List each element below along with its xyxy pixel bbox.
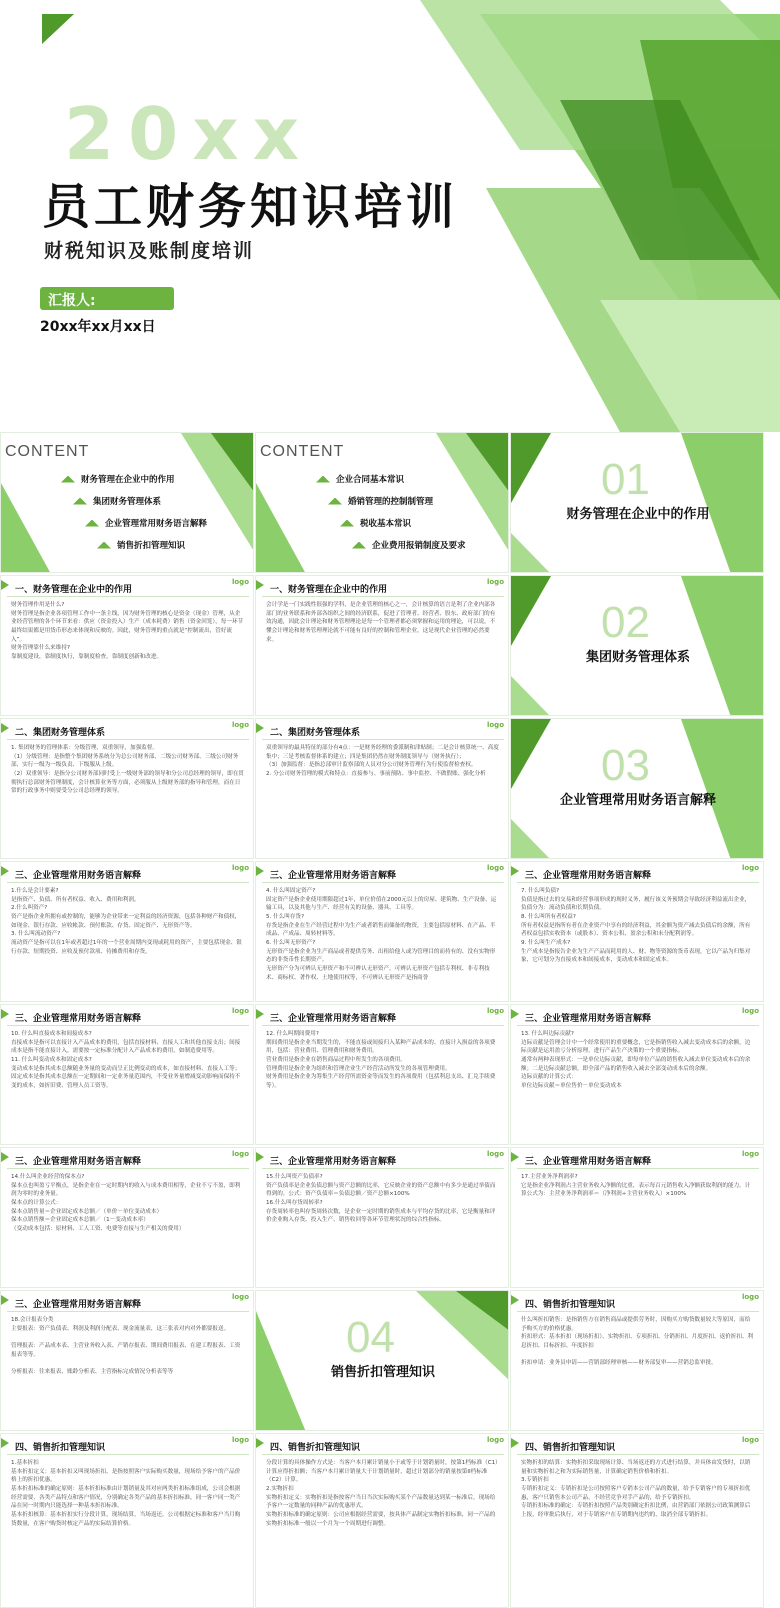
text-slide[interactable] — [510, 861, 764, 1002]
heading-marker-icon — [256, 723, 264, 733]
slide-body: 12. 什么叫期间费用? 期间费用是指企业当期发生的，不能直接或间接归入某种产品成本的、直接计入损益的各项费用，包括：营业费用、管理费用和财务费用。 营业费用是指企业在销售商品过程中所发生的各项费用。 管理费用是指企业为组织和管理企业生产经营活动所发生的各项管理费用。 财务费用是指企业为筹集生产经营所需资金等而发生的各项费用（包括利息支出、汇兑手续费等）。 — [266, 1031, 496, 1089]
slide-grid — [0, 432, 780, 1608]
toc-item: 集团财务管理体系 — [73, 495, 207, 507]
cover-subtitle: 财税知识及账制度培训 — [44, 240, 255, 262]
heading-marker-icon — [511, 1152, 519, 1162]
heading-marker-icon — [1, 580, 9, 590]
heading-marker-icon — [256, 580, 264, 590]
slide-body: 双重领导的最具特征的部分有4点：一是财务经理的委派制和津贴制；二是会计核算统一、高度集中；三是考核监督体系的建立；四是集团仍然在财务制度领导与（财务执行）； （3）加强监督：是指总部审计监察部的人员对分公司财务管理行为行使监督检查权。 2. 分公司财务管理的模式和特点：直接参与、事前预防、事中监控、不做假账、强化分析 — [266, 745, 499, 777]
section-slide-04[interactable] — [255, 1290, 509, 1431]
toc-caption: CONTENT — [5, 443, 90, 460]
slide-title: 三、企业管理常用财务语言解释 — [525, 871, 652, 881]
section-title: 企业管理常用财务语言解释 — [559, 793, 716, 808]
heading-marker-icon — [256, 1009, 264, 1019]
section-slide-02[interactable] — [510, 575, 764, 716]
text-slide[interactable] — [510, 1290, 764, 1431]
section-number: 01 — [601, 455, 650, 504]
slide-body: 1.什么是会计要素? 是指资产、负债、所有者权益、收入、费用和利润。 2.什么叫资产? 资产是指企业所拥有或控制的，能够为企业带来一定利益的经济资源，包括各种财产和债权，如现金、银行存款、应收帐款、预付账款、存货、固定资产、无形资产等。 3. 什么叫流动资产? 流动资产是指可以在1年或者超过1年的一个营业周期内变现或耗用的资产，主要包括现金、银行存款、短期投资、应收及预付款项、待摊费用和存货。 — [11, 888, 242, 955]
text-slide[interactable] — [0, 1290, 254, 1431]
text-slide[interactable] — [255, 575, 509, 716]
section-title: 销售折扣管理知识 — [330, 1365, 435, 1380]
slide-title: 一、财务管理在企业中的作用 — [270, 585, 388, 595]
logo: logo — [231, 1293, 249, 1301]
logo: logo — [486, 721, 504, 729]
heading-marker-icon — [256, 1152, 264, 1162]
text-slide[interactable] — [510, 1004, 764, 1145]
text-slide[interactable] — [0, 1147, 254, 1288]
cover-slide — [0, 0, 780, 432]
logo: logo — [231, 721, 249, 729]
toc-item: 企业管理常用财务语言解释 — [85, 517, 207, 529]
toc-item: 财务管理在企业中的作用 — [61, 473, 207, 485]
logo: logo — [486, 1436, 504, 1444]
triangle-icon — [316, 476, 330, 483]
slide-title: 三、企业管理常用财务语言解释 — [525, 1014, 652, 1024]
section-number: 04 — [346, 1313, 395, 1362]
triangle-icon — [352, 542, 366, 549]
heading-marker-icon — [1, 723, 9, 733]
logo: logo — [741, 1150, 759, 1158]
slide-title: 四、销售折扣管理知识 — [15, 1443, 106, 1453]
section-slide-03[interactable] — [510, 718, 764, 859]
text-slide[interactable] — [0, 718, 254, 859]
cover-title: 员工财务知识培训 — [42, 179, 459, 235]
heading-marker-icon — [256, 1438, 264, 1448]
text-slide[interactable] — [255, 1004, 509, 1145]
slide-body: 4. 什么叫固定资产? 固定资产是指企业使用期限超过1年，单位价值在2000元以上的房屋、建筑物、生产设备、运输工具，以及其他与生产、经营有关的设备、器具、工具等。 5. 什么叫存货? 存货是指企业在生产经营过程中为生产或者销售而储备的物资，主要包括原材料、在产品、半成品、产成品、周转材料等。 6. 什么叫无形资产? 无形资产是指企业为生产商品或者提供劳务、出租给他人或为管理目的而持有的、没有实物形态的非货币性长期资产。 无形资产分为可辨认无形资产和不可辨认无形资产，可辨认无形资产包括专利权、非专利技术、商标权、著作权、土地使用权等，不可辨认无形资产是指商誉 — [266, 888, 497, 981]
triangle-icon — [61, 476, 75, 483]
toc-item: 婚销管理的控制制管理 — [328, 495, 466, 507]
heading-marker-icon — [1, 866, 9, 876]
section-number: 03 — [601, 741, 650, 790]
slide-title: 三、企业管理常用财务语言解释 — [525, 1157, 652, 1167]
section-title: 集团财务管理体系 — [585, 650, 690, 665]
logo: logo — [231, 1007, 249, 1015]
slide-body: 10. 什么叫直接成本和间接成本? 直接成本是指可以直接计入产品成本的费用，包括直接材料、直接人工和其他直接支出；间接成本是指不能直接计入，需要按一定标准分配计入产品成本的费用，如制造费用等。 11. 什么叫变动成本和固定成本? 变动成本是指其成本总额随业务量的变动而呈正比例变动的成本，如直接材料、直接人工等；固定成本是指其成本总额在一定期间和一定业务量范围内，不受业务量增减变动影响而保持不变的成本，如折旧费、管理人员工资等。 — [11, 1031, 241, 1089]
logo: logo — [231, 1436, 249, 1444]
slide-body: 13. 什么叫边际贡献? 边际贡献是管理会计中一个经常使用的重要概念，它是指销售收入减去变动成本后的余额，边际贡献是运用盈亏分析原理，进行产品生产决策的一个重要指标。 通常有两种表现形式：一是单位边际贡献，即每单位产品的销售收入减去单位变动成本后的余额；二是边际贡献总额，即全部产品的销售收入减去全部变动成本后的余额。 边际贡献的计算公式： 单位边际贡献＝单位售价－单位变动成本 — [521, 1031, 751, 1089]
logo: logo — [741, 1436, 759, 1444]
slide-body: 14.什么叫企业经营的保本点? 保本点也叫盈亏平衡点，是指企业在一定时期内的收入与成本费用相等，企业不亏不盈，即利润为零时的业务量。 保本点的计算公式： 保本点销售量＝企业固定成本总额／（单价－单位变动成本） 保本点销售额＝企业固定成本总额／（1－变动成本率） （变动成本包括：原材料、工人工资、电费等直接与生产相关的费用） — [11, 1174, 241, 1232]
logo: logo — [741, 864, 759, 872]
slide-title: 二、集团财务管理体系 — [270, 728, 361, 738]
triangle-icon — [328, 498, 342, 505]
logo: logo — [741, 1293, 759, 1301]
slide-body: 15.什么叫资产负债率? 资产负债率是企业负债总额与资产总额的比率，它反映企业的资产总额中有多少是通过举债而得到的。公式：资产负债率＝负债总额／资产总额×100% 16.什么叫存货周转率? 存货周转率也叫存货周转次数，是企业一定时期的销售成本与平均存货的比率，它是衡量和评价企业购入存货、投入生产、销售收回等各环节管理状况的综合性指标。 — [266, 1174, 496, 1224]
logo: logo — [231, 578, 249, 586]
text-slide[interactable] — [0, 861, 254, 1002]
text-slide[interactable] — [0, 575, 254, 716]
text-slide[interactable] — [0, 1433, 254, 1608]
heading-marker-icon — [1, 1009, 9, 1019]
slide-title: 三、企业管理常用财务语言解释 — [15, 1157, 142, 1167]
logo: logo — [486, 578, 504, 586]
slide-body: 什么叫折扣销售：是指销售方在销售商品或提供劳务时，因购买方购货数量较大等原因，而给予购买方的价格优惠。 折扣形式：基本折扣（现场折扣）、实物折扣、专项折扣、分销折扣、月度折扣、返价折扣、利息折扣、目标折扣、年度折扣 折扣申请：业务员申请——营销部经理审核——财务部复审——营销总监审批。 — [521, 1317, 754, 1367]
text-slide[interactable] — [255, 1147, 509, 1288]
slide-title: 三、企业管理常用财务语言解释 — [15, 1014, 142, 1024]
text-slide[interactable] — [510, 1433, 764, 1608]
logo: logo — [486, 864, 504, 872]
triangle-icon — [73, 498, 87, 505]
slide-title: 三、企业管理常用财务语言解释 — [270, 871, 397, 881]
toc-item: 销售折扣管理知识 — [97, 539, 207, 551]
logo: logo — [741, 1007, 759, 1015]
slide-body: 1. 集团财务的管理体系：分级管理，双重领导，加强监督。 （1）分级管理：是指整个集团财务系统分为总公司财务部、二级公司财务部、三级公司财务部，实行一级为一级负责、下级服从上级。 （2）双重领导：是指分公司财务部同时受上一级财务部的领导和分公司总经理的领导，即在贯彻执行总部财务管理制度，会计核算业务等方面，必须服从上级财务部的指导和管理，而在日常的行政事务中则要受分公司总经理的领导。 — [11, 745, 244, 795]
slide-title: 三、企业管理常用财务语言解释 — [15, 1300, 142, 1310]
slide-title: 三、企业管理常用财务语言解释 — [270, 1157, 397, 1167]
logo: logo — [231, 1150, 249, 1158]
reporter-badge: 汇报人: — [40, 287, 174, 310]
slide-title: 一、财务管理在企业中的作用 — [15, 585, 133, 595]
section-title: 财务管理在企业中的作用 — [566, 507, 710, 522]
slide-body: 17.主营业务净利润率? 它是指企业净利润占主营业务收入净额的比重，表示每百元销售收入净额获取利润的能力。计算公式为：主营业务净利润率＝（净利润÷主营业务收入）×100% — [521, 1174, 751, 1198]
logo: logo — [486, 1150, 504, 1158]
text-slide[interactable] — [510, 1147, 764, 1288]
slide-title: 四、销售折扣管理知识 — [270, 1443, 361, 1453]
slide-title: 四、销售折扣管理知识 — [525, 1300, 616, 1310]
cover-year: 20xx — [64, 92, 314, 176]
heading-marker-icon — [511, 1009, 519, 1019]
cover-date: 20xx年xx月xx日 — [40, 319, 156, 335]
slide-body: 分段计算的具体操作方式是：当客户本月累计销量小于或等于计划销量时，按第1档标准（C1）计算应得折扣额；当客户本月累计销量大于计划销量时，超过计划部分的销量按第II档标准（C2）计算。 2.实物折扣 实物折扣定义：实物折扣是指按客户当日当次实际购买某个产品数量达到某一标准后，现场给予客户一定数量的同种产品的优惠形式。 实物折扣标准的确定原则：公司应根据经营需要，按具体产品制定实物折扣标准，同一产品的实物折扣标准一般以一个月为一个周期进行调整。 — [266, 1460, 498, 1527]
heading-marker-icon — [1, 1438, 9, 1448]
toc-list — [316, 473, 466, 561]
slide-title: 三、企业管理常用财务语言解释 — [15, 871, 142, 881]
heading-marker-icon — [511, 866, 519, 876]
text-slide[interactable] — [255, 718, 509, 859]
heading-marker-icon — [511, 1295, 519, 1305]
text-slide[interactable] — [255, 1433, 509, 1608]
toc-slide-2[interactable] — [255, 432, 509, 573]
toc-slide-1[interactable] — [0, 432, 254, 573]
triangle-icon — [97, 542, 111, 549]
toc-caption: CONTENT — [260, 443, 345, 460]
triangle-icon — [340, 520, 354, 527]
heading-marker-icon — [1, 1152, 9, 1162]
slide-body: 1.基本折扣 基本折扣定义：基本折扣又叫现场折扣，是指按照客户实际购买数量，现场给予客户的产品价格上的折扣优惠。 基本折扣标准的确定原则：基本折扣标准由计划销量及其对应两类折扣标准组成，公司会根据经营需要、各类产品特点和客户情况，分别确定各类产品的基本折扣标准，同一客户同一类产品在同一时期内只能选择一种基本折扣标准。 基本折扣核算：基本折扣实行分段计算，现场结算，当场返还，公司根据定标准和客户当月购货数量，在客户购货时核定产品的实际结算价格。 — [11, 1460, 241, 1527]
slide-body: 财务管理作用是什么? 财务管理是指企业各项管理工作中一条主线，因为财务管理的核心是资金（现金）管理，从企业经营管理的各个环节来看：供应（资金投入）生产（成本耗费）销售（资金回笼），每一环节最终结果都是用货币形态来体现和反映的。因此，财务管理的重点就是“控制流出，管好流入”。 财务管理靠什么来维持? 靠制度建设，靠制度执行，靠制度检查，靠制度创新和改进。 — [11, 602, 244, 660]
slide-title: 四、销售折扣管理知识 — [525, 1443, 616, 1453]
heading-marker-icon — [256, 866, 264, 876]
text-slide[interactable] — [0, 1004, 254, 1145]
section-slide-01[interactable] — [510, 432, 764, 573]
slide-title: 二、集团财务管理体系 — [15, 728, 106, 738]
heading-marker-icon — [511, 1438, 519, 1448]
slide-body: 会计学是一门实践性很强的学科，是企业管理的核心之一，会计核算的语言是利了企业内部各部门的业务联系和外部各组织之间的经济联系，促进了管理者、经营者、股东、政府部门的有效沟通，因此会计理论和财务管理理论是每一个管理者都必须掌握和运用的理论，可以说，不懂会计理论和财务管理理论就不可能有良好的控制和管理企业，这是现代企业管理的必然要求。 — [266, 602, 496, 643]
toc-item: 税收基本常识 — [340, 517, 466, 529]
text-slide[interactable] — [255, 861, 509, 1002]
slide-body: 实物折扣的结算：实物折扣采取现场计算、当场返还的方式进行结算，并具体由发货时，以销量和实物折扣之和为实际销售量，计算确定销售价格和折扣。 3.专销折扣 专销折扣定义：专销折扣是公司按照客户专销本公司产品的数量，给予专销客户的专项折扣优惠，客户只销售本公司产品，不经营竞争对手产品的，给予专销折扣。 专销折扣标准的确定：专销折扣按照产品类别确定折扣比例，由营销部门依据公司政策测算后上报，经审批后执行，对于专销客户在专销期内违约的，取消全部专销折扣。 — [521, 1460, 751, 1518]
logo: logo — [486, 1007, 504, 1015]
slide-body: 7. 什么叫负债? 负债是指过去的交易和经营事项形成的现时义务，履行该义务预期会导致经济利益流出企业，负债分为：流动负债和长期负债。 8. 什么叫所有者权益? 所有者权益是指所有者在企业资产中享有的经济利益，其金额为资产减去负债后的余额，所有者权益包括实收资本（或股本）、资本公积、盈余公积和未分配利润等。 9. 什么叫生产成本? 生产成本是指报告企业为生产产品而耗用的人、财、物等资源的货币表现，它以产品为归集对象，它可划分为直接成本和间接成本，变动成本和固定成本。 — [521, 888, 751, 964]
logo: logo — [231, 864, 249, 872]
toc-list — [61, 473, 207, 561]
section-number: 02 — [601, 598, 650, 647]
heading-marker-icon — [1, 1295, 9, 1305]
slide-body: 18.会计报表分类 主要报表：资产负债表、利润及利润分配表、现金流量表，这三张表对内对外都要报送。 管理报表：产品成本表、主营业务收入表、产销存报表、期间费用报表、在建工程报表、工资报表等等。 分析报表：往来报表、账龄分析表、主营指标完成情况分析表等等 — [11, 1317, 241, 1375]
toc-item: 企业费用报销制度及要求 — [352, 539, 466, 551]
toc-item: 企业合同基本常识 — [316, 473, 466, 485]
slide-title: 三、企业管理常用财务语言解释 — [270, 1014, 397, 1024]
triangle-icon — [85, 520, 99, 527]
